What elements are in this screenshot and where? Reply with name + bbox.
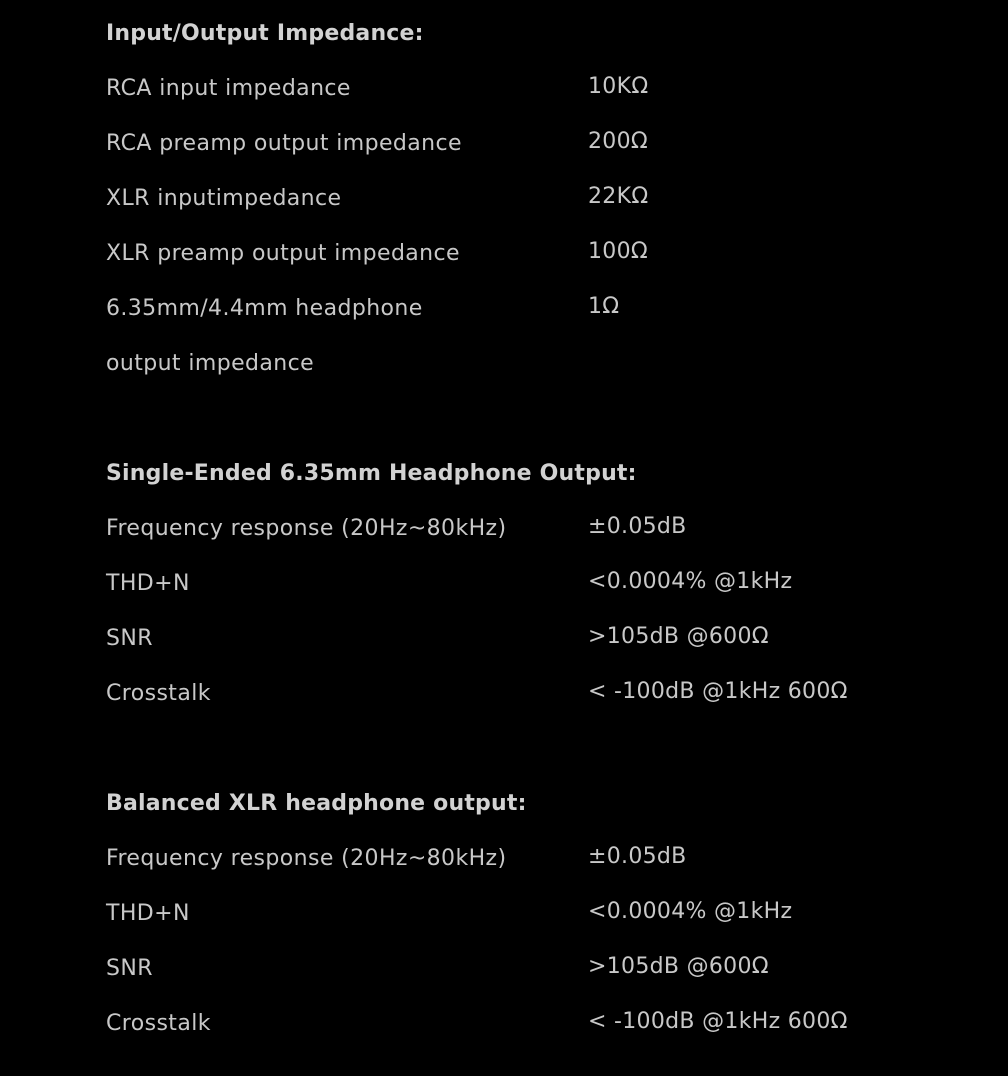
spec-row-thd-n [106, 880, 986, 935]
spec-row-xlr-preamp-output-impedance [106, 220, 986, 275]
spec-row-crosstalk [106, 990, 986, 1045]
spec-label: SNR [106, 626, 153, 651]
spec-value: 200Ω [588, 129, 649, 154]
spec-row-snr [106, 605, 986, 660]
spec-row-crosstalk [106, 660, 986, 715]
section-heading: Single-Ended 6.35mm Headphone Output: [106, 461, 637, 486]
spec-row-frequency-response [106, 495, 986, 550]
spec-row-rca-input-impedance [106, 55, 986, 110]
section-single-ended-output [106, 440, 986, 715]
spec-value: ±0.05dB [588, 844, 687, 869]
spec-label: THD+N [106, 901, 190, 926]
spec-value: >105dB @600Ω [588, 954, 769, 979]
spec-row-frequency-response [106, 825, 986, 880]
spec-label: RCA preamp output impedance [106, 131, 462, 156]
spec-value: >105dB @600Ω [588, 624, 769, 649]
spec-row-rca-preamp-output-impedance [106, 110, 986, 165]
spec-label [106, 275, 588, 385]
spec-value: <0.0004% @1kHz [588, 569, 793, 594]
section-gap [106, 715, 986, 770]
spec-value: 22KΩ [588, 184, 649, 209]
spec-label: Frequency response (20Hz~80kHz) [106, 846, 507, 871]
spec-row-headphone-output-impedance [106, 275, 986, 385]
spec-value: 10KΩ [588, 74, 649, 99]
spec-label-line: output impedance [106, 351, 315, 376]
spec-label: Frequency response (20Hz~80kHz) [106, 516, 507, 541]
spec-value: 1Ω [588, 294, 620, 319]
section-heading: Balanced XLR headphone output: [106, 791, 527, 816]
spec-label: THD+N [106, 571, 190, 596]
section-heading: Input/Output Impedance: [106, 21, 424, 46]
spec-label: RCA input impedance [106, 76, 351, 101]
spec-value: <0.0004% @1kHz [588, 899, 793, 924]
spec-row-xlr-input-impedance [106, 165, 986, 220]
spec-label: XLR preamp output impedance [106, 241, 460, 266]
spec-label-line: 6.35mm/4.4mm headphone [106, 296, 423, 321]
spec-value: 100Ω [588, 239, 649, 264]
spec-value: ±0.05dB [588, 514, 687, 539]
spec-row-snr [106, 935, 986, 990]
section-input-output-impedance [106, 0, 986, 385]
spec-label: XLR inputimpedance [106, 186, 342, 211]
section-balanced-xlr-output [106, 770, 986, 1045]
section-gap [106, 385, 986, 440]
spec-label: Crosstalk [106, 681, 211, 706]
spec-value: < -100dB @1kHz 600Ω [588, 679, 848, 704]
spec-sheet [106, 0, 986, 1045]
spec-label: Crosstalk [106, 1011, 211, 1036]
spec-row-thd-n [106, 550, 986, 605]
spec-label: SNR [106, 956, 153, 981]
spec-value: < -100dB @1kHz 600Ω [588, 1009, 848, 1034]
